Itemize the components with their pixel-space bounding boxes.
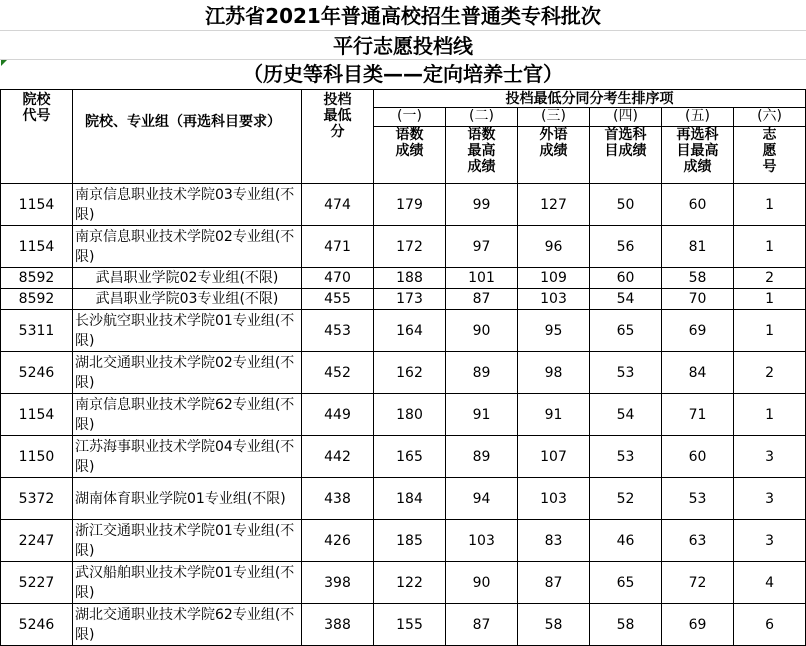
cell-first-subject: 54 [590,289,662,310]
cell-choice-number: 2 [734,268,806,289]
table-row [1,289,806,310]
cell-foreign-lang: 95 [518,310,590,352]
table-row [1,520,806,562]
cell-first-subject: 60 [590,268,662,289]
cell-min-score: 438 [302,478,374,520]
header-min-score: 投档最低分 [302,90,374,184]
cell-min-score: 449 [302,394,374,436]
cell-first-subject: 58 [590,604,662,646]
cell-min-score: 426 [302,520,374,562]
cell-chinese-math-max: 87 [446,289,518,310]
cell-school-code: 5246 [1,604,73,646]
cell-second-subject-max: 72 [662,562,734,604]
table-row [1,184,806,226]
cell-foreign-lang: 91 [518,394,590,436]
subcol-label: 外语成绩 [518,127,590,184]
cell-chinese-math: 172 [374,226,446,268]
cell-chinese-math: 179 [374,184,446,226]
cell-choice-number: 1 [734,310,806,352]
cell-school-group: 湖北交通职业技术学院62专业组(不限) [73,604,302,646]
subcol-num: (一) [374,108,446,127]
cell-first-subject: 65 [590,310,662,352]
table-row [1,478,806,520]
cell-school-group: 长沙航空职业技术学院01专业组(不限) [73,310,302,352]
subcol-num: (六) [734,108,806,127]
cell-first-subject: 50 [590,184,662,226]
cell-foreign-lang: 127 [518,184,590,226]
cell-choice-number: 1 [734,289,806,310]
subcol-label: 志愿号 [734,127,806,184]
cell-first-subject: 53 [590,436,662,478]
cell-second-subject-max: 70 [662,289,734,310]
cell-foreign-lang: 83 [518,520,590,562]
sheet-gridline [0,30,806,31]
cell-school-group: 武汉船舶职业技术学院01专业组(不限) [73,562,302,604]
cell-first-subject: 53 [590,352,662,394]
cell-second-subject-max: 60 [662,184,734,226]
cell-first-subject: 56 [590,226,662,268]
cell-choice-number: 2 [734,352,806,394]
cell-second-subject-max: 69 [662,604,734,646]
cell-first-subject: 65 [590,562,662,604]
cell-school-code: 8592 [1,268,73,289]
table-row [1,562,806,604]
header-tie-break: 投档最低分同分考生排序项 [374,90,806,108]
cell-foreign-lang: 58 [518,604,590,646]
cell-chinese-math-max: 103 [446,520,518,562]
score-table [0,89,806,646]
cell-school-group: 武昌职业学院03专业组(不限) [73,289,302,310]
cell-school-code: 5372 [1,478,73,520]
cell-chinese-math: 185 [374,520,446,562]
cell-choice-number: 1 [734,394,806,436]
header-school-code: 院校代号 [1,90,73,184]
cell-school-group: 湖北交通职业技术学院02专业组(不限) [73,352,302,394]
cell-school-group: 江苏海事职业技术学院04专业组(不限) [73,436,302,478]
title-line-3: （历史等科目类——定向培养士官） [243,62,563,86]
table-row [1,352,806,394]
cell-school-code: 2247 [1,520,73,562]
cell-min-score: 452 [302,352,374,394]
cell-chinese-math: 155 [374,604,446,646]
cell-chinese-math: 122 [374,562,446,604]
table-row [1,226,806,268]
cell-second-subject-max: 58 [662,268,734,289]
cell-chinese-math-max: 89 [446,436,518,478]
cell-second-subject-max: 69 [662,310,734,352]
cell-chinese-math-max: 90 [446,310,518,352]
cell-second-subject-max: 71 [662,394,734,436]
cell-school-code: 1150 [1,436,73,478]
cell-chinese-math-max: 99 [446,184,518,226]
cell-chinese-math-max: 89 [446,352,518,394]
table-row [1,436,806,478]
cell-chinese-math: 180 [374,394,446,436]
cell-min-score: 442 [302,436,374,478]
header-row-1 [1,90,806,108]
table-row [1,310,806,352]
cell-min-score: 471 [302,226,374,268]
cell-chinese-math-max: 101 [446,268,518,289]
cell-chinese-math-max: 94 [446,478,518,520]
subcol-label: 语数成绩 [374,127,446,184]
cell-chinese-math-max: 91 [446,394,518,436]
cell-choice-number: 4 [734,562,806,604]
table-row [1,604,806,646]
cell-choice-number: 1 [734,226,806,268]
cell-chinese-math-max: 90 [446,562,518,604]
cell-chinese-math-max: 87 [446,604,518,646]
cell-school-code: 8592 [1,289,73,310]
subcol-num: (二) [446,108,518,127]
subcol-label: 语数最高成绩 [446,127,518,184]
cell-second-subject-max: 60 [662,436,734,478]
cell-choice-number: 3 [734,520,806,562]
cell-second-subject-max: 81 [662,226,734,268]
cell-min-score: 474 [302,184,374,226]
cell-choice-number: 3 [734,436,806,478]
title-block [0,0,806,89]
cell-school-code: 5311 [1,310,73,352]
cell-chinese-math: 184 [374,478,446,520]
table-row [1,394,806,436]
cell-choice-number: 1 [734,184,806,226]
cell-school-group: 南京信息职业技术学院03专业组(不限) [73,184,302,226]
cell-chinese-math: 173 [374,289,446,310]
cell-school-code: 5227 [1,562,73,604]
title-line-2: 平行志愿投档线 [333,34,473,58]
cell-choice-number: 3 [734,478,806,520]
cell-foreign-lang: 96 [518,226,590,268]
cell-school-code: 5246 [1,352,73,394]
subcol-label: 首选科目成绩 [590,127,662,184]
cell-school-code: 1154 [1,226,73,268]
cell-first-subject: 52 [590,478,662,520]
cell-chinese-math: 188 [374,268,446,289]
cell-first-subject: 46 [590,520,662,562]
cell-school-group: 武昌职业学院02专业组(不限) [73,268,302,289]
cell-second-subject-max: 53 [662,478,734,520]
cell-foreign-lang: 98 [518,352,590,394]
header-school-group: 院校、专业组（再选科目要求） [73,90,302,184]
cell-school-code: 1154 [1,394,73,436]
cell-chinese-math-max: 97 [446,226,518,268]
cell-choice-number: 6 [734,604,806,646]
title-line-1: 江苏省2021年普通高校招生普通类专科批次 [205,4,601,28]
cell-foreign-lang: 103 [518,478,590,520]
subcol-num: (三) [518,108,590,127]
cell-school-code: 1154 [1,184,73,226]
cell-school-group: 浙江交通职业技术学院01专业组(不限) [73,520,302,562]
table-row [1,268,806,289]
cell-first-subject: 54 [590,394,662,436]
cell-school-group: 南京信息职业技术学院02专业组(不限) [73,226,302,268]
cell-school-group: 南京信息职业技术学院62专业组(不限) [73,394,302,436]
cell-min-score: 455 [302,289,374,310]
subcol-num: (五) [662,108,734,127]
cell-foreign-lang: 103 [518,289,590,310]
cell-min-score: 388 [302,604,374,646]
cell-chinese-math: 165 [374,436,446,478]
cell-chinese-math: 164 [374,310,446,352]
cell-second-subject-max: 84 [662,352,734,394]
cell-school-group: 湖南体育职业学院01专业组(不限) [73,478,302,520]
cell-foreign-lang: 107 [518,436,590,478]
cell-chinese-math: 162 [374,352,446,394]
cell-foreign-lang: 87 [518,562,590,604]
cell-second-subject-max: 63 [662,520,734,562]
subcol-num: (四) [590,108,662,127]
cell-foreign-lang: 109 [518,268,590,289]
subcol-label: 再选科目最高成绩 [662,127,734,184]
cell-min-score: 453 [302,310,374,352]
cell-min-score: 470 [302,268,374,289]
cell-min-score: 398 [302,562,374,604]
